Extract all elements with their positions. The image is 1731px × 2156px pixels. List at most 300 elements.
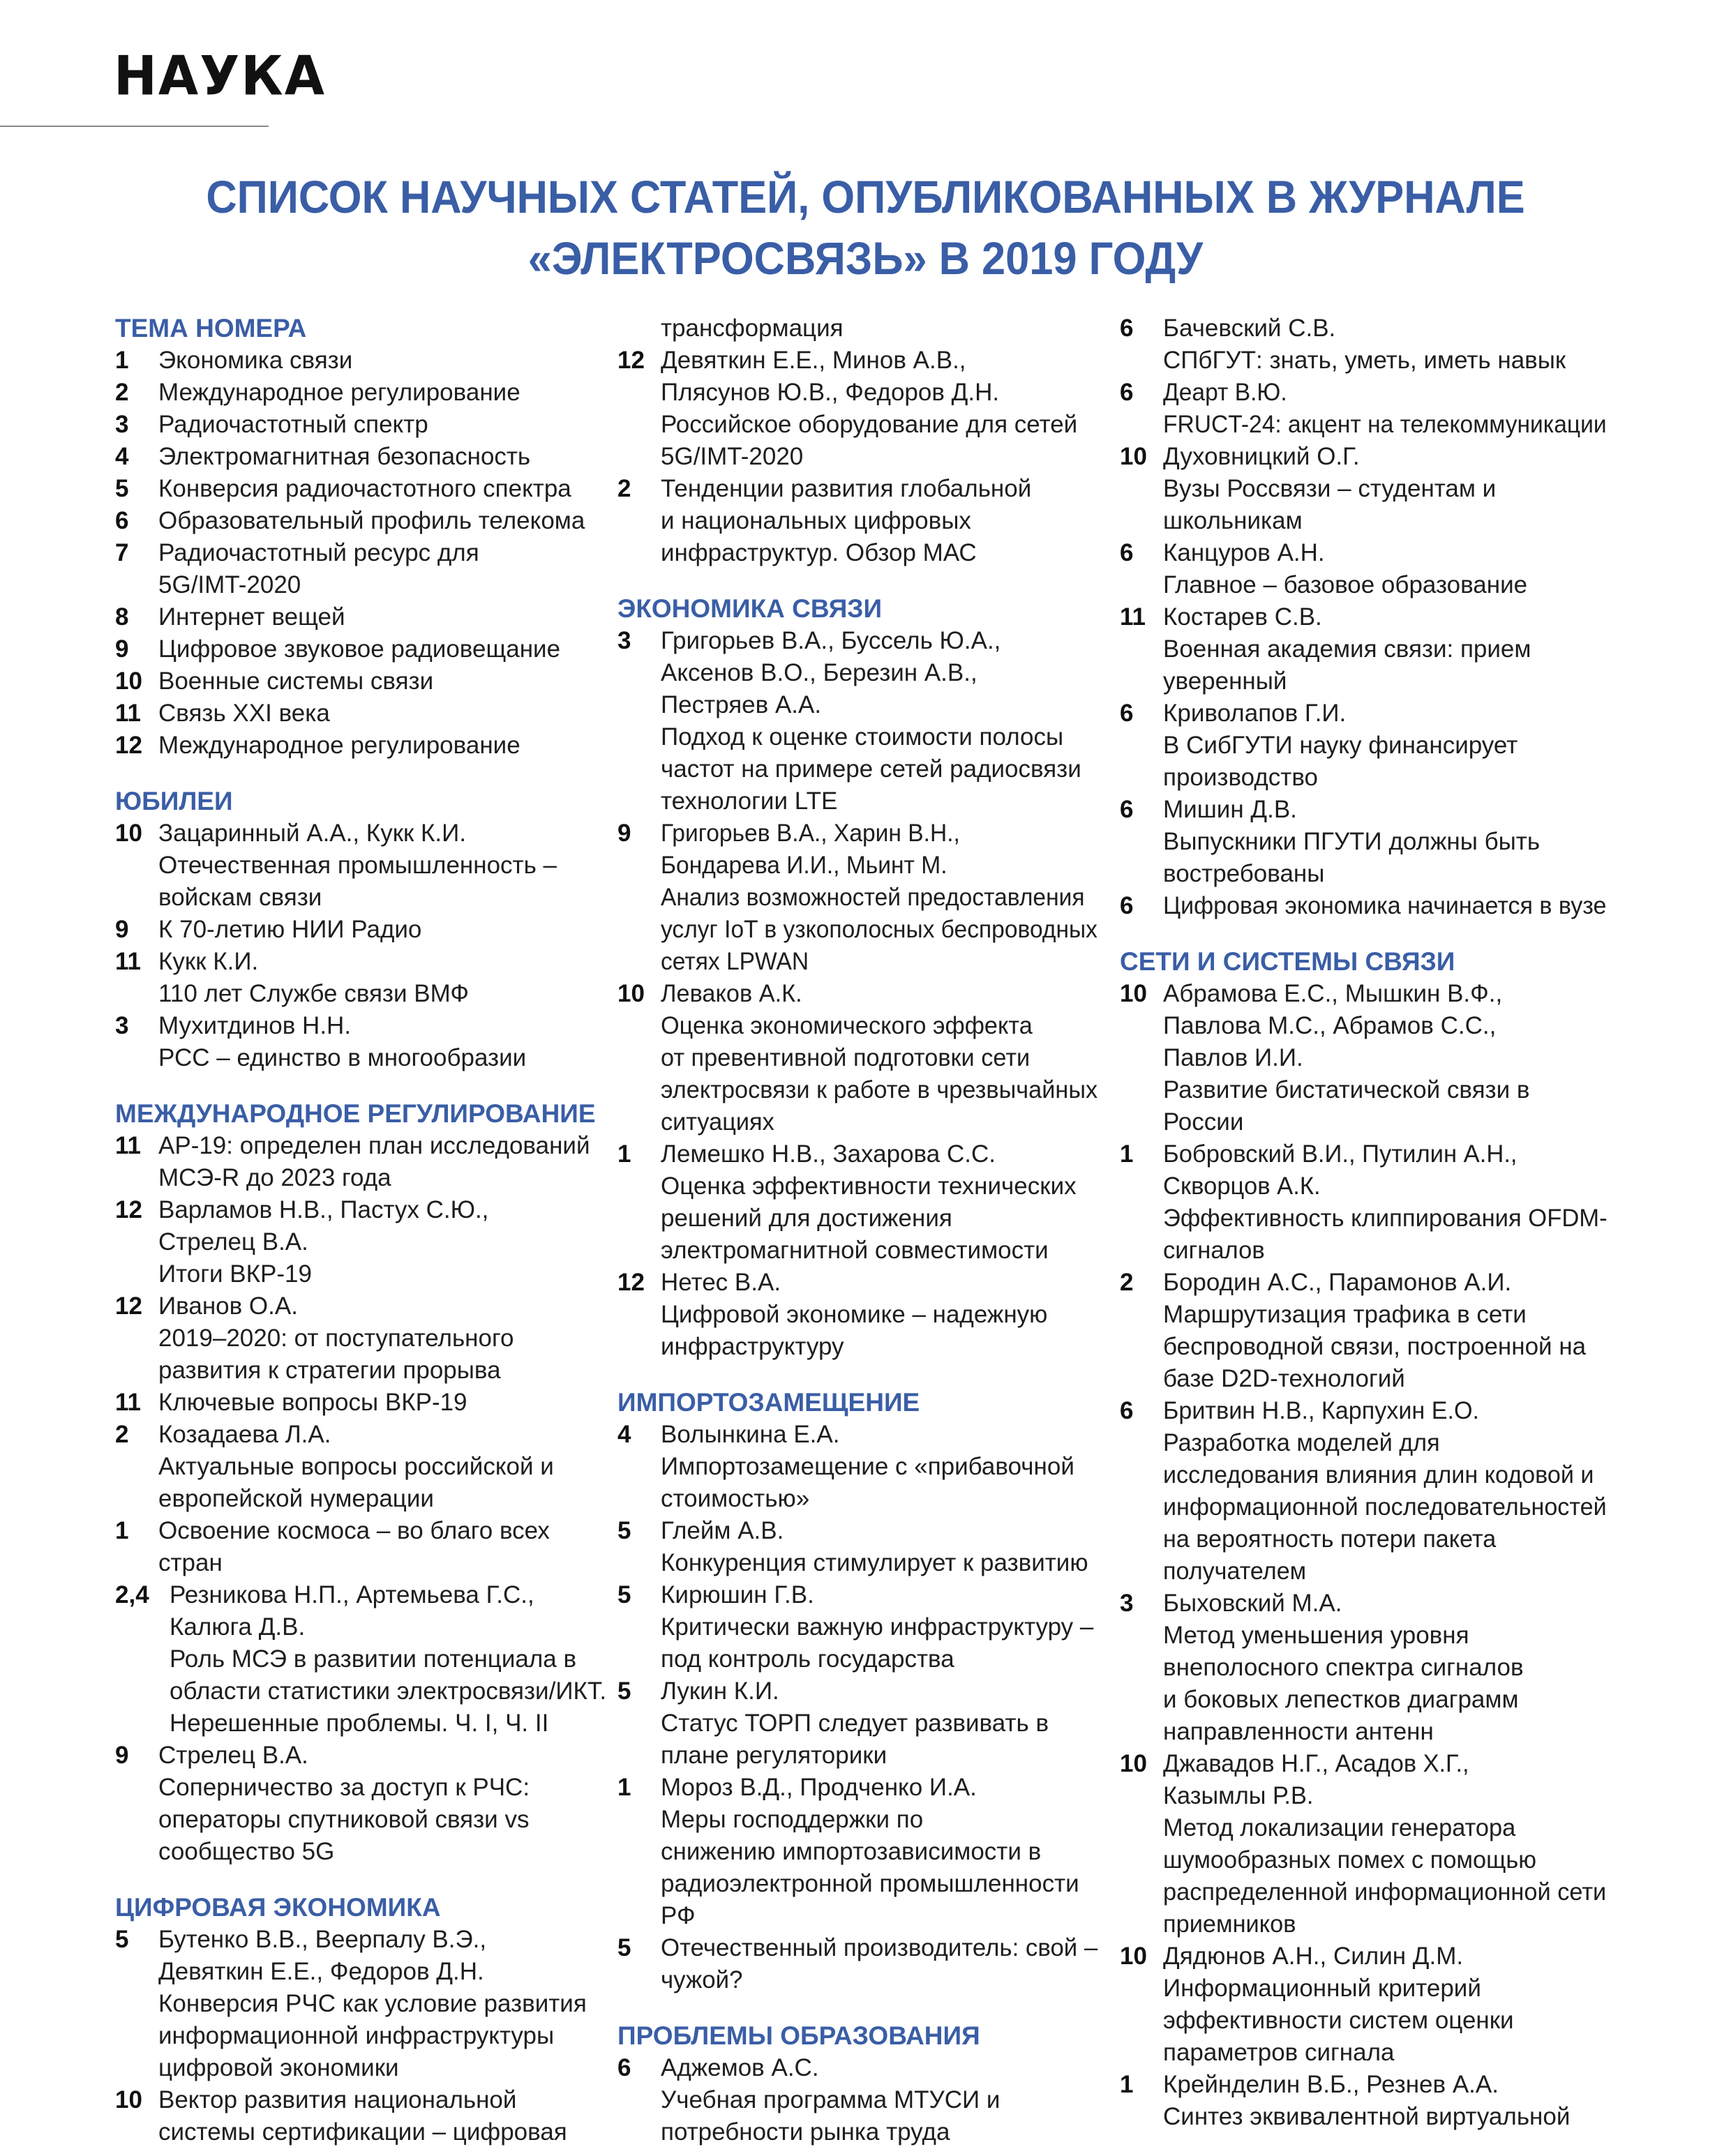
article-line: на вероятность потери пакета [1163,1525,1497,1553]
article-line: Анализ возможностей предоставления [661,884,1085,911]
article-line: Джавадов Н.Г., Асадов Х.Г., [1163,1750,1469,1777]
article-line: МСЭ-R до 2023 года [158,1164,391,1191]
article-line: снижению импортозависимости в [661,1838,1042,1865]
article-line: Военная академия связи: прием [1163,635,1531,663]
article-text [1163,601,1531,698]
article-line: РСС – единство в многообразии [158,1044,527,1071]
issue-number: 6 [1120,539,1134,566]
issue-number: 4 [617,1421,631,1448]
article-entry [115,698,597,730]
article-entry [115,633,597,665]
article-entry [1120,537,1608,601]
issue-number: 2 [115,1421,129,1448]
article-line: частот на примере сетей радиосвязи [661,755,1081,783]
article-line: Оценка эффективности технических [661,1173,1077,1200]
article-line: Конкуренция стимулирует к развитию [661,1549,1088,1576]
issue-number: 2 [115,379,129,406]
section-heading: МЕЖДУНАРОДНОЕ РЕГУЛИРОВАНИЕ [115,1099,596,1128]
issue-number: 9 [617,820,631,847]
article-line: Связь XXI века [158,700,330,727]
article-entry [115,1290,597,1387]
issue-number: 12 [617,1269,645,1296]
issue-number: 9 [115,635,129,663]
issue-number: 1 [115,347,129,374]
issue-number: 1 [1120,1140,1134,1168]
article-line: области статистики электросвязи/ИКТ. [170,1678,607,1705]
article-entry [617,473,1099,569]
article-line: сообщество 5G [158,1838,335,1865]
article-line: Информационный критерий [1163,1975,1481,2002]
article-entry [1120,441,1608,537]
issue-number: 4 [115,443,129,470]
article-text [158,601,345,633]
article-line: Григорьев В.А., Харин В.Н., [661,820,960,847]
article-line: исследования влияния длин кодовой и [1163,1461,1594,1488]
article-line: инфраструктур. Обзор МАС [661,539,977,566]
issue-number: 5 [617,1517,631,1544]
issue-number: 6 [1120,796,1134,823]
article-line: Аджемов А.С. [661,2054,819,2081]
article-line: Отечественный производитель: свой – [661,1934,1098,1961]
header-rule [0,126,269,127]
article-line: технологии LTE [661,787,838,815]
article-line: школьникам [1163,507,1303,534]
section-heading: СЕТИ И СИСТЕМЫ СВЯЗИ [1120,947,1455,976]
article-line: Бритвин Н.В., Карпухин Е.О. [1163,1397,1480,1424]
article-line: приемников [1163,1910,1296,1938]
article-line: Стрелец В.А. [158,1228,308,1256]
article-entry [115,377,597,409]
article-text [1163,537,1527,601]
article-line: Учебная программа МТУСИ и [661,2086,1001,2113]
issue-number: 1 [1120,2071,1134,2098]
article-text [1163,312,1566,377]
issue-number: 11 [1120,603,1146,631]
article-text [661,1267,1047,1363]
article-line: уверенный [1163,668,1287,695]
article-line: распределенной информационной сети [1163,1878,1607,1906]
article-line: В СибГУТИ науку финансирует [1163,732,1518,759]
article-text [158,505,585,537]
article-text [661,473,1031,569]
article-entry [617,2052,1099,2148]
issue-number: 12 [115,1196,142,1223]
article-line: плане регуляторики [661,1742,887,1769]
article-line: производство [1163,764,1318,791]
article-line: и боковых лепестков диаграмм [1163,1686,1519,1713]
issue-number: 3 [617,627,631,654]
article-line: Главное – базовое образование [1163,571,1528,598]
article-line: Метод уменьшения уровня [1163,1622,1469,1649]
article-text [661,817,1116,978]
article-text [661,978,1107,1138]
article-entry [115,665,597,698]
article-line: Кирюшин Г.В. [661,1581,814,1608]
article-line: Военные системы связи [158,668,434,695]
article-text [1163,1588,1524,1748]
article-line: Вектор развития национальной [158,2086,517,2113]
article-line: Волынкина Е.А. [661,1421,840,1448]
article-text [158,2084,567,2148]
issue-number: 6 [1120,700,1134,727]
article-line: Глейм А.В. [661,1517,784,1544]
section-heading: ЮБИЛЕИ [115,787,233,815]
article-line: шумообразных помех с помощью [1163,1846,1537,1874]
article-text [158,633,560,665]
article-entry [1120,1138,1608,1267]
title-line: «ЭЛЕКТРОСВЯЗЬ» В 2019 ГОДУ [527,232,1204,284]
article-line: Статус ТОРП следует развивать в [661,1710,1049,1737]
section-heading: ИМПОРТОЗАМЕЩЕНИЕ [617,1388,920,1417]
article-line: Быховский М.А. [1163,1590,1342,1617]
article-line: Варламов Н.В., Пастух С.Ю., [158,1196,489,1223]
article-text [661,1515,1088,1579]
article-line: Резникова Н.П., Артемьева Г.С., [170,1581,534,1608]
article-entry [115,1387,597,1419]
article-line: Итоги ВКР-19 [158,1260,312,1288]
issue-number: 7 [115,539,129,566]
article-entry [115,914,597,946]
issue-number: 10 [115,2086,142,2113]
article-line: Роль МСЭ в развитии потенциала в [170,1645,577,1673]
article-entry [1120,377,1608,441]
article-entry [617,978,1099,1138]
article-line: Пестряев А.А. [661,691,822,718]
article-line: Импортозамещение с «прибавочной [661,1453,1074,1480]
article-text [158,441,530,473]
article-entry [617,312,1099,345]
article-line: потребности рынка труда [661,2118,950,2146]
article-line: Бондарева И.И., Мьинт М. [661,852,947,879]
issue-number: 1 [617,1140,631,1168]
issue-number: 2,4 [115,1581,149,1608]
article-entry [115,1924,597,2084]
article-line: СПбГУТ: знать, уметь, иметь навык [1163,347,1566,374]
article-entry [617,1675,1099,1772]
article-line: информационной инфраструктуры [158,2022,555,2049]
article-entry [115,473,597,505]
article-line: Иванов О.А. [158,1292,298,1320]
article-line: Аксенов В.О., Березин А.В., [661,659,977,686]
article-text [158,1010,526,1074]
article-line: стран [158,1549,223,1576]
article-text [158,537,479,601]
article-text [158,1290,514,1387]
article-line: Конверсия радиочастотного спектра [158,475,571,502]
article-line: Деарт В.Ю. [1163,379,1287,406]
article-line: европейской нумерации [158,1485,434,1512]
article-text [661,2052,1000,2148]
article-line: чужой? [661,1966,743,1993]
article-line: Развитие бистатической связи в [1163,1076,1530,1103]
issue-number: 11 [115,1389,141,1416]
issue-number [617,312,661,345]
article-line: Соперничество за доступ к РЧС: [158,1774,530,1801]
article-entry [115,537,597,601]
column-2 [617,312,1099,2148]
article-line: Плясунов Ю.В., Федоров Д.Н. [661,379,1000,406]
article-line: Выпускники ПГУТИ должны быть [1163,828,1541,855]
article-line: войскам связи [158,884,322,911]
article-text [661,1932,1100,1996]
issue-number: 10 [617,980,645,1007]
article-line: Бачевский С.В. [1163,315,1336,342]
article-line: Дядюнов А.Н., Силин Д.М. [1163,1943,1464,1970]
issue-number: 5 [617,1581,631,1608]
article-entry [115,1740,597,1868]
article-line: Кукк К.И. [158,948,259,975]
article-line: Электромагнитная безопасность [158,443,531,470]
issue-number: 11 [115,700,141,727]
article-line: Ключевые вопросы ВКР-19 [158,1389,467,1416]
article-entry [115,946,597,1010]
article-line: Меры господдержки по [661,1806,924,1833]
article-text [661,1579,1093,1675]
article-line: Международное регулирование [158,732,520,759]
article-text [1163,1138,1612,1267]
article-line: операторы спутниковой связи vs [158,1806,530,1833]
article-line: Эффективность клиппирования OFDM- [1163,1205,1608,1232]
article-text [661,625,1081,817]
issue-number: 10 [1120,1943,1147,1970]
article-text [661,312,844,345]
article-line: Бородин А.С., Парамонов А.И. [1163,1269,1512,1296]
article-line: востребованы [1163,860,1325,887]
issue-number: 2 [1120,1269,1134,1296]
article-line: сигналов [1163,1237,1265,1264]
article-entry [617,345,1099,473]
article-line: Казымлы Р.В. [1163,1782,1314,1809]
issue-number: 12 [115,1292,142,1320]
article-text [661,1675,1049,1772]
article-line: 2019–2020: от поступательного [158,1325,514,1352]
issue-number: 3 [115,411,129,438]
section-tag: НАУКА [114,45,327,108]
article-line: 110 лет Службе связи ВМФ [158,980,469,1007]
article-text [158,345,352,377]
article-line: Международное регулирование [158,379,520,406]
article-line: Конверсия РЧС как условие развития [158,1990,587,2017]
article-entry [115,409,597,441]
article-line: Скворцов А.К. [1163,1173,1321,1200]
article-line: беспроводной связи, построенной на [1163,1333,1587,1360]
article-line: Метод локализации генератора [1163,1814,1516,1841]
article-line: системы сертификации – цифровая [158,2118,567,2146]
article-text [170,1579,606,1740]
article-text [158,1515,550,1579]
article-line: развития к стратегии прорыва [158,1357,501,1384]
article-line: Стрелец В.А. [158,1742,308,1769]
article-entry [1120,1940,1608,2069]
article-line: Цифровое звуковое радиовещание [158,635,561,663]
issue-number: 10 [1120,443,1147,470]
article-entry [1120,1588,1608,1748]
issue-number: 5 [115,1926,129,1953]
article-text [661,1419,1074,1515]
section-heading: ПРОБЛЕМЫ ОБРАЗОВАНИЯ [617,2021,980,2050]
article-line: Калюга Д.В. [170,1613,306,1641]
article-line: 5G/IMT-2020 [158,571,301,598]
article-text [661,1772,1079,1932]
issue-number: 11 [115,1132,141,1159]
issue-number: 6 [115,507,129,534]
article-line: Тенденции развития глобальной [661,475,1032,502]
article-entry [617,817,1099,978]
article-text [158,1194,488,1290]
article-entry [115,1515,597,1579]
issue-number: 3 [1120,1590,1134,1617]
article-text [1163,2069,1570,2133]
issue-number: 5 [617,1934,631,1961]
article-text [158,409,428,441]
article-line: Актуальные вопросы российской и [158,1453,554,1480]
article-text [158,1924,587,2084]
article-text [158,1387,467,1419]
article-line: Синтез эквивалентной виртуальной [1163,2103,1571,2130]
article-line: Девяткин Е.Е., Федоров Д.Н. [158,1958,484,1985]
article-line: получателем [1163,1558,1307,1585]
article-line: Интернет вещей [158,603,345,631]
article-text [1163,1267,1586,1395]
article-line: Оценка экономического эффекта [661,1012,1033,1039]
issue-number: 8 [115,603,129,631]
issue-number: 6 [1120,1397,1134,1424]
article-line: FRUCT-24: акцент на телекоммуникации [1163,411,1607,438]
article-text [158,817,557,914]
article-line: Мухитдинов Н.Н. [158,1012,352,1039]
issue-number: 6 [1120,892,1134,919]
article-line: и национальных цифровых [661,507,971,534]
issue-number: 11 [115,948,141,975]
issue-number: 10 [1120,980,1147,1007]
article-line: Мишин Д.В. [1163,796,1297,823]
article-line: ситуациях [661,1108,774,1136]
article-line: параметров сигнала [1163,2039,1395,2066]
issue-number: 6 [1120,315,1134,342]
article-line: радиоэлектронной промышленности [661,1870,1079,1897]
article-text [1163,1940,1514,2069]
article-line: направленности антенн [1163,1718,1434,1745]
article-entry [115,2084,597,2148]
article-line: Павлова М.С., Абрамов С.С., [1163,1012,1497,1039]
article-text [1163,1395,1618,1588]
article-line: инфраструктуру [661,1333,844,1360]
article-line: внеполосного спектра сигналов [1163,1654,1524,1681]
column-1 [115,312,607,2148]
page-title [0,166,1731,289]
article-entry [1120,312,1608,377]
article-entry [1120,1395,1608,1588]
article-line: Подход к оценке стоимости полосы [661,723,1064,751]
article-text [661,345,1077,473]
article-entry [115,1130,597,1194]
article-line: Зацаринный А.А., Кукк К.И. [158,820,467,847]
article-line: Освоение космоса – во благо всех [158,1517,550,1544]
article-entry [115,1194,597,1290]
article-line: К 70-летию НИИ Радио [158,916,422,943]
article-entry [617,1772,1099,1932]
article-entry [115,505,597,537]
article-line: электросвязи к работе в чрезвычайных [661,1076,1098,1103]
article-entry [617,1267,1099,1363]
article-line: Нерешенные проблемы. Ч. I, Ч. II [170,1710,549,1737]
article-line: Бутенко В.В., Веерпалу В.Э., [158,1926,487,1953]
article-text [158,1740,530,1868]
article-line: Цифровой экономике – надежную [661,1301,1048,1328]
article-entry [617,1579,1099,1675]
article-entry [617,1515,1099,1579]
issue-number: 10 [115,820,142,847]
article-line: Леваков А.К. [661,980,802,1007]
article-line: стоимостью» [661,1485,810,1512]
column-3 [1120,312,1608,2133]
article-entry [115,730,597,762]
article-text [1163,794,1540,890]
article-entry [1120,2069,1608,2133]
article-line: Канцуров А.Н. [1163,539,1325,566]
article-line: Критически важную инфраструктуру – [661,1613,1094,1641]
article-entry [1120,890,1608,922]
article-line: эффективности систем оценки [1163,2007,1514,2034]
article-entry [115,601,597,633]
article-entry [1120,601,1608,698]
article-text [1163,978,1529,1138]
article-line: Экономика связи [158,347,353,374]
issue-number: 6 [1120,379,1134,406]
issue-number: 5 [617,1678,631,1705]
issue-number: 12 [617,347,645,374]
issue-number: 9 [115,1742,129,1769]
article-line: цифровой экономики [158,2054,399,2081]
article-text [158,946,469,1010]
article-entry [617,625,1099,817]
article-line: Абрамова Е.С., Мышкин В.Ф., [1163,980,1503,1007]
article-text [158,473,571,505]
article-text [1163,890,1619,922]
article-text [158,1130,590,1194]
article-entry [617,1932,1099,1996]
article-line: Маршрутизация трафика в сети [1163,1301,1527,1328]
article-text [1163,698,1518,794]
article-line: Криволапов Г.И. [1163,700,1347,727]
article-text [1163,1748,1615,1940]
article-entry [1120,1267,1608,1395]
article-line: электромагнитной совместимости [661,1237,1049,1264]
article-entry [1120,1748,1608,1940]
issue-number: 10 [115,668,142,695]
article-line: Образовательный профиль телекома [158,507,585,534]
section-heading: ЦИФРОВАЯ ЭКОНОМИКА [115,1893,441,1922]
article-entry [617,1419,1099,1515]
article-line: информационной последовательностей [1163,1493,1607,1521]
article-line: 5G/IMT-2020 [661,443,804,470]
article-entry [115,1419,597,1515]
article-line: Российское оборудование для сетей [661,411,1078,438]
article-text [661,1138,1077,1267]
article-entry [115,1010,597,1074]
article-line: под контроль государства [661,1645,954,1673]
issue-number: 2 [617,475,631,502]
article-text [158,1419,554,1515]
article-text [1163,377,1626,441]
issue-number: 1 [115,1517,129,1544]
article-text [158,914,421,946]
article-line: Нетес В.А. [661,1269,781,1296]
article-line: Вузы Россвязи – студентам и [1163,475,1497,502]
article-line: AP-19: определен план исследований [158,1132,590,1159]
section-heading: ЭКОНОМИКА СВЯЗИ [617,594,883,623]
article-line: услуг IoT в узкополосных беспроводных [661,916,1097,943]
